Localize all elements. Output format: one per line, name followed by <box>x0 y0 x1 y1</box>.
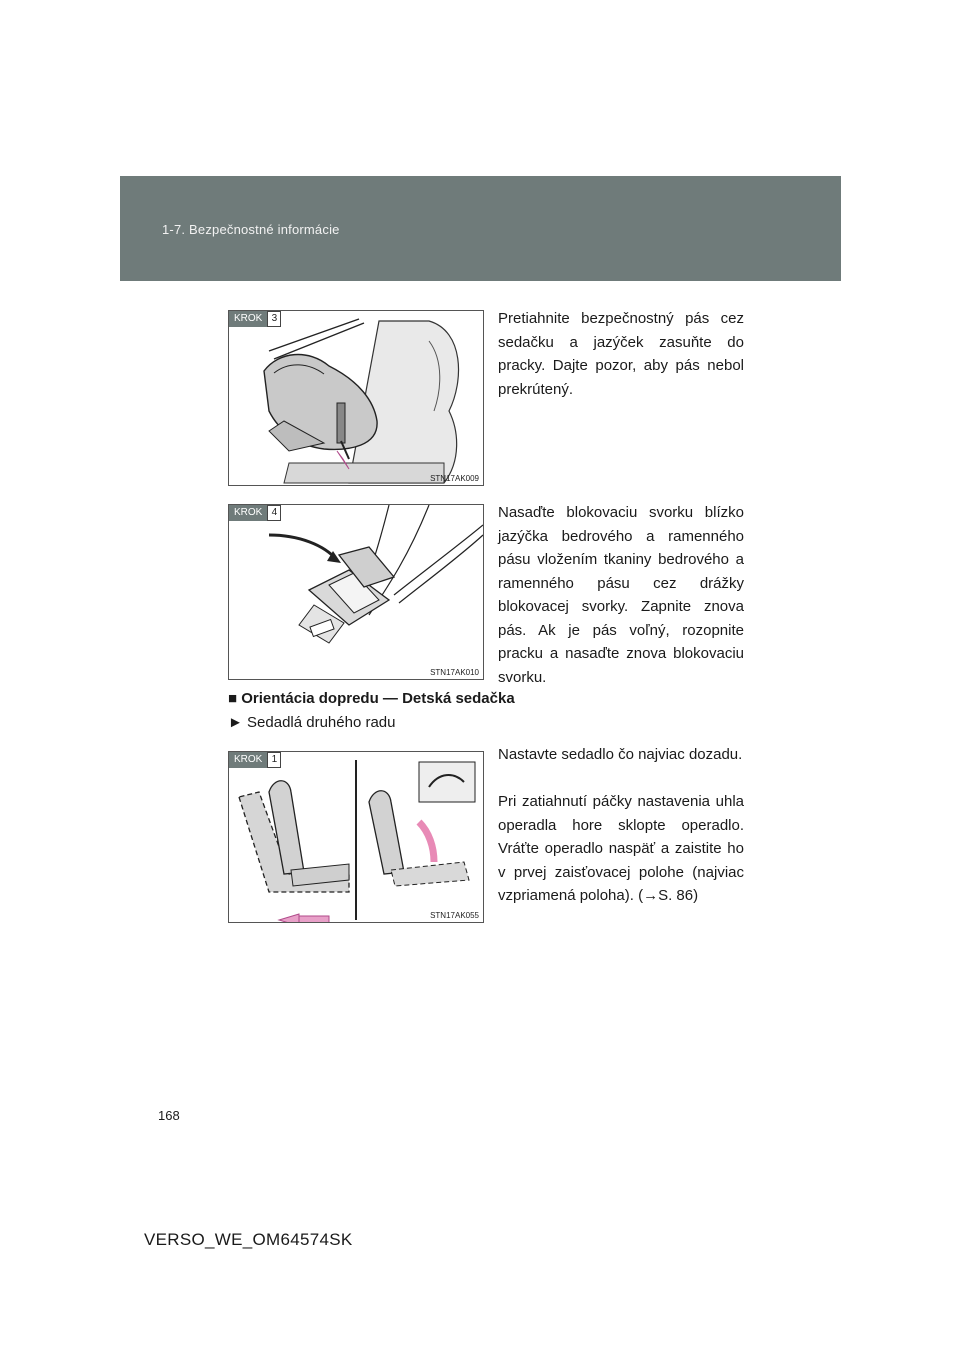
section-bullet: ■ <box>228 690 238 707</box>
locking-clip-illustration <box>229 505 483 679</box>
step-1-text-2: Pri zatiahnutí páčky nastavenia uhla operadla hore sklopte operadlo. Vráťte operadlo naspäť a zaistite ho v prvej zaisťovacej polohe (najviac vzpriamená poloha). (→S. 86) <box>498 793 744 904</box>
seat-adjustment-illustration <box>229 752 483 922</box>
step-1-text: Nastavte sedadlo čo najviac dozadu. <box>498 746 743 763</box>
step-4-text: Nasaďte blokovaciu svorku blízko jazýčka bedrového a ramenného pásu vložením tkaniny bedrového a ramenného pásu cez drážky blokovacej svorky. Zapnite znova pás. Ak je pás voľný, rozopnite pracku a nasaďte znova blokovaciu svorku. <box>498 504 744 686</box>
step-word: KROK <box>229 752 267 768</box>
step-number: 4 <box>267 505 281 521</box>
section-heading-text: Orientácia dopredu — Detská sedačka <box>241 690 515 707</box>
figure-code: STN17AK010 <box>430 668 479 677</box>
sub-heading <box>228 714 396 731</box>
figure-code: STN17AK055 <box>430 911 479 920</box>
figure-step-3 <box>228 310 484 486</box>
figure-code: STN17AK009 <box>430 474 479 483</box>
step-word: KROK <box>229 505 267 521</box>
step-label <box>229 505 281 521</box>
section-heading <box>228 690 515 707</box>
figure-step-4 <box>228 504 484 680</box>
page-number: 168 <box>158 1108 180 1123</box>
step-3-text: Pretiahnite bezpečnostný pás cez sedačku a jazýček zasuňte do pracky. Dajte pozor, aby pás nebol prekrútený. <box>498 310 744 398</box>
step-number: 3 <box>267 311 281 327</box>
child-seat-belt-illustration <box>229 311 483 485</box>
section-title: 1-7. Bezpečnostné informácie <box>162 222 340 237</box>
footer-doc-code: VERSO_WE_OM64574SK <box>144 1230 353 1249</box>
subsection-heading-text: Sedadlá druhého radu <box>247 714 396 731</box>
step-number: 1 <box>267 752 281 768</box>
step-word: KROK <box>229 311 267 327</box>
subsection-arrow: ► <box>228 714 243 731</box>
step-label <box>229 311 281 327</box>
figure-step-1 <box>228 751 484 923</box>
step-label <box>229 752 281 768</box>
